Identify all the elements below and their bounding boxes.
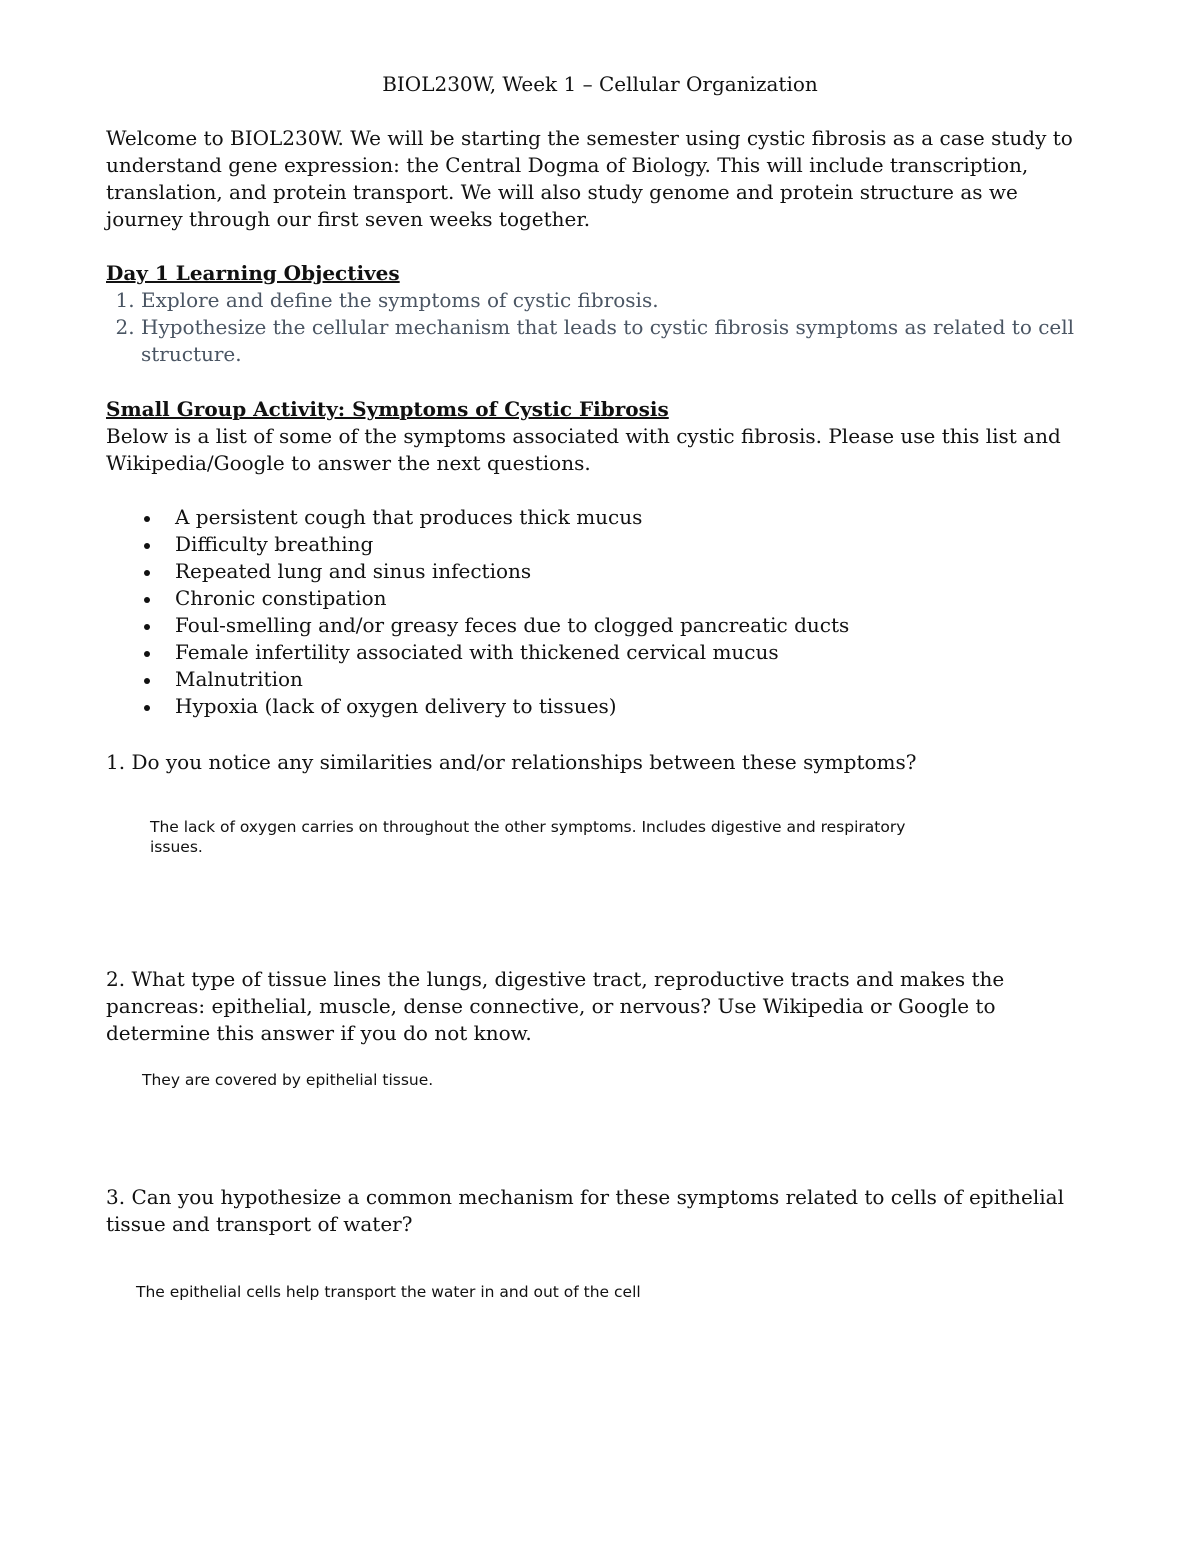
question-3: 3. Can you hypothesize a common mechanism for these symptoms related to cells of epithelial tissue and transport of water? xyxy=(106,1185,1064,1236)
document-title: BIOL230W, Week 1 – Cellular Organization xyxy=(382,72,818,96)
objectives-heading: Day 1 Learning Objectives xyxy=(106,261,400,285)
objective-item: 2. Hypothesize the cellular mechanism that leads to cystic fibrosis symptoms as related to cell structure. xyxy=(141,314,1096,368)
symptom-item: Foul-smelling and/or greasy feces due to clogged pancreatic ducts xyxy=(175,612,1075,639)
activity-description: Below is a list of some of the symptoms associated with cystic fibrosis. Please use this list and Wikipedia/Google to answer the next questions. xyxy=(106,424,1061,475)
symptom-item: Hypoxia (lack of oxygen delivery to tissues) xyxy=(175,693,1075,720)
intro-paragraph: Welcome to BIOL230W. We will be starting the semester using cystic fibrosis as a case study to understand gene expression: the Central Dogma of Biology. This will include transcription, translation, and protein transport. We will also study genome and protein structure as we journey through our first seven weeks together. xyxy=(106,126,1073,231)
objectives-list xyxy=(106,287,1096,368)
symptom-item: Malnutrition xyxy=(175,666,1075,693)
answer-3: The epithelial cells help transport the water in and out of the cell xyxy=(136,1283,641,1301)
symptom-item: Difficulty breathing xyxy=(175,531,1075,558)
symptom-item: A persistent cough that produces thick mucus xyxy=(175,504,1075,531)
learning-objectives-section xyxy=(106,260,1096,368)
question-2: 2. What type of tissue lines the lungs, digestive tract, reproductive tracts and makes the pancreas: epithelial, muscle, dense connective, or nervous? Use Wikipedia or Google to determine this answer if you do not know. xyxy=(106,967,1005,1045)
symptom-item: Repeated lung and sinus infections xyxy=(175,558,1075,585)
symptom-item: Female infertility associated with thickened cervical mucus xyxy=(175,639,1075,666)
symptom-item: Chronic constipation xyxy=(175,585,1075,612)
answer-2: They are covered by epithelial tissue. xyxy=(142,1071,434,1089)
activity-heading: Small Group Activity: Symptoms of Cystic Fibrosis xyxy=(106,397,669,421)
objective-item: 1. Explore and define the symptoms of cystic fibrosis. xyxy=(141,287,1096,314)
question-1: 1. Do you notice any similarities and/or relationships between these symptoms? xyxy=(106,750,917,774)
answer-1: The lack of oxygen carries on throughout the other symptoms. Includes digestive and respiratory issues. xyxy=(150,818,906,856)
activity-section xyxy=(106,396,1096,477)
symptoms-list xyxy=(140,504,1075,720)
